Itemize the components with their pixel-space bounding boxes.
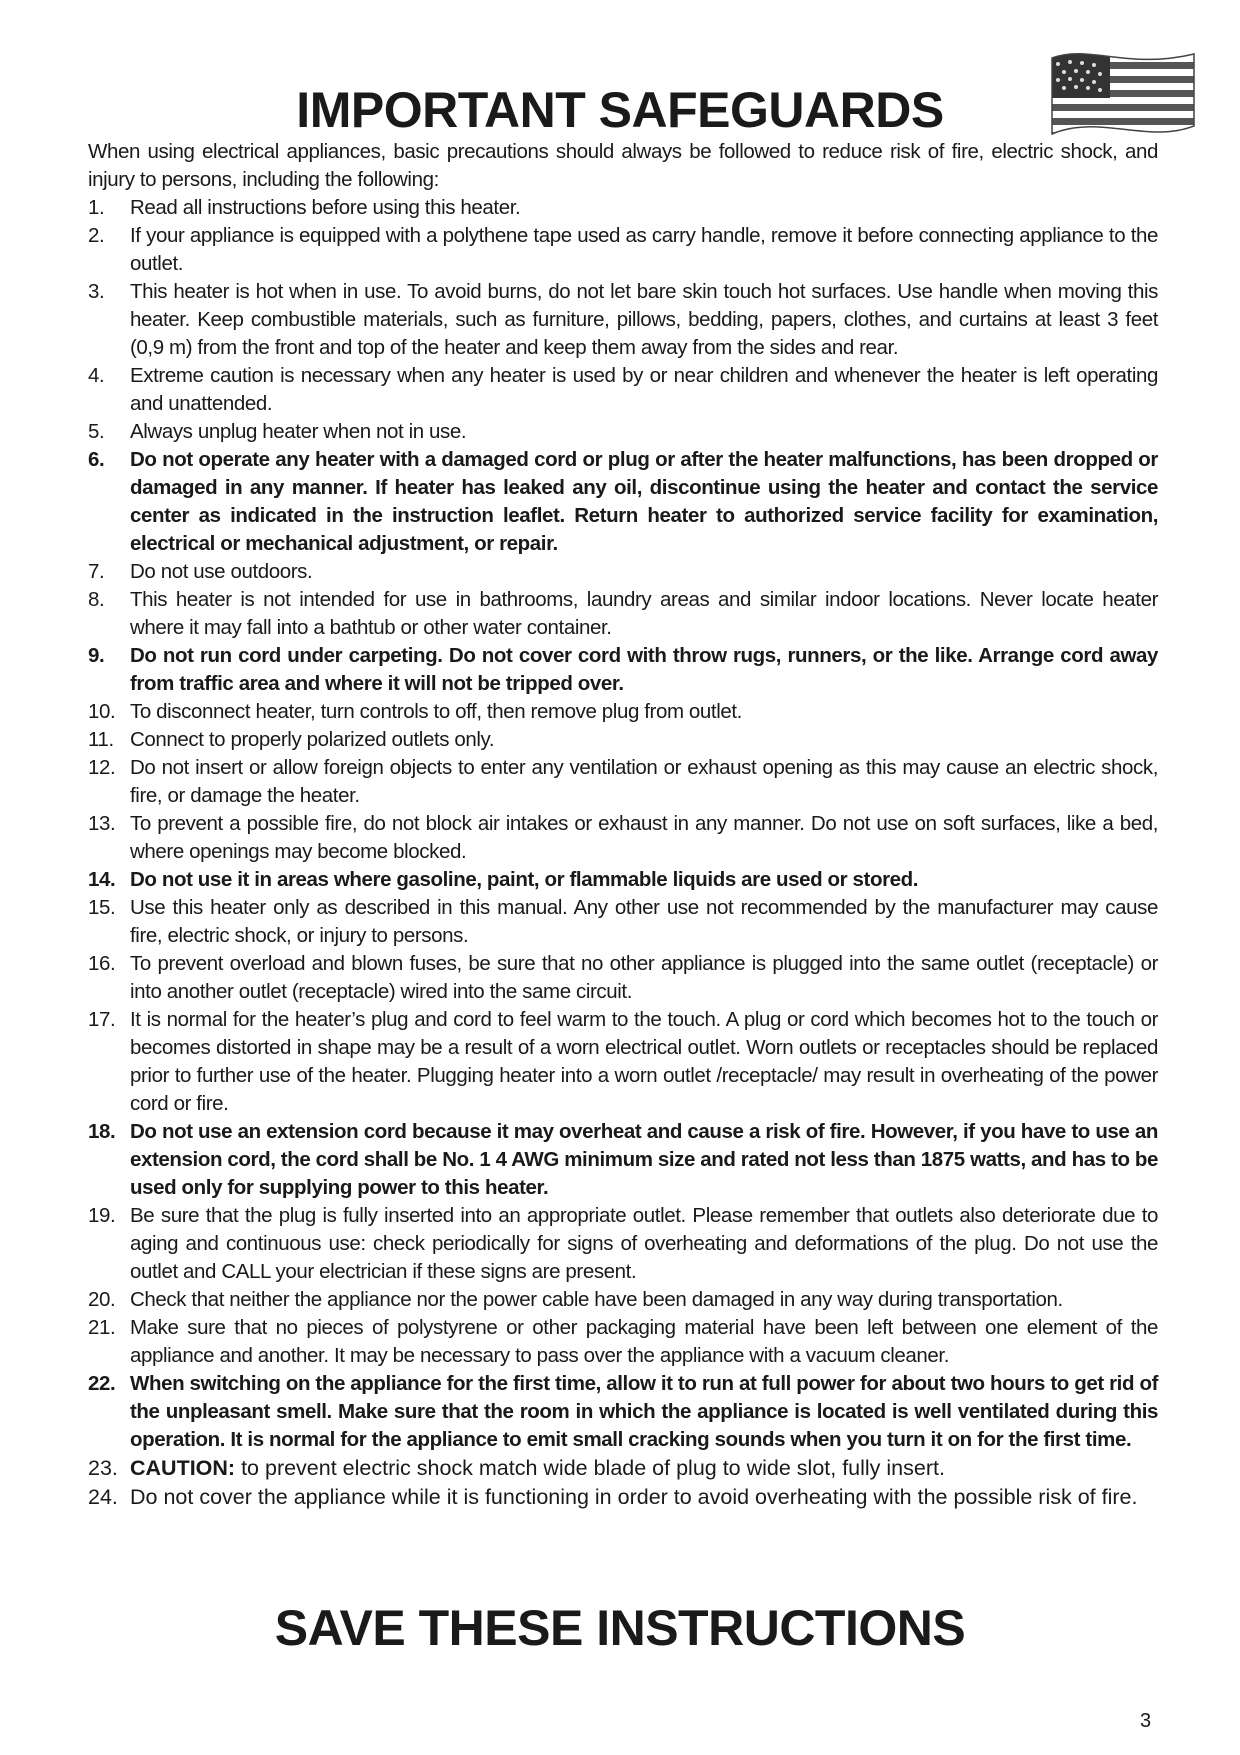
item-text: When switching on the appliance for the first time, allow it to run at full power for about two hours to get rid of the unpleasant smell. Make sure that the room in which the appliance is located is well ventilated during this operation. It is normal for the appliance to emit small cracking sounds when you turn it on for the first time. xyxy=(130,1372,1158,1451)
list-item xyxy=(88,726,1158,754)
item-text: Make sure that no pieces of polystyrene or other packaging material have been left between one element of the appliance and another. It may be necessary to pass over the appliance with a vacuum cleaner. xyxy=(130,1316,1158,1367)
item-text: Do not use an extension cord because it may overheat and cause a risk of fire. However, if you have to use an extension cord, the cord shall be No. 1 4 AWG minimum size and rated not less than 1875 watts, and has to be used only for supplying power to this heater. xyxy=(130,1120,1158,1199)
list-item xyxy=(88,642,1158,698)
item-number: 13. xyxy=(88,812,116,835)
item-text: Do not run cord under carpeting. Do not cover cord with throw rugs, runners, or the like. Arrange cord away from traffic area and where it will not be tripped over. xyxy=(130,644,1158,695)
list-item xyxy=(88,810,1158,866)
list-item xyxy=(88,586,1158,642)
list-item xyxy=(88,754,1158,810)
list-item xyxy=(88,1370,1158,1454)
item-text: Extreme caution is necessary when any heater is used by or near children and whenever the heater is left operating and unattended. xyxy=(130,364,1158,415)
safeguards-content xyxy=(88,138,1158,1512)
item-number: 11. xyxy=(88,728,114,751)
item-number: 1. xyxy=(88,196,105,219)
item-number: 12. xyxy=(88,756,116,779)
list-item xyxy=(88,558,1158,586)
item-number: 9. xyxy=(88,644,105,667)
item-text: Always unplug heater when not in use. xyxy=(130,420,467,443)
item-number: 2. xyxy=(88,224,105,247)
item-text: Check that neither the appliance nor the power cable have been damaged in any way during transportation. xyxy=(130,1288,1063,1311)
save-instructions-title: SAVE THESE INSTRUCTIONS xyxy=(274,1600,966,1656)
page-number: 3 xyxy=(1140,1710,1152,1732)
item-text: To prevent overload and blown fuses, be sure that no other appliance is plugged into the same outlet (receptacle) or into another outlet (receptacle) wired into the same circuit. xyxy=(130,952,1158,1003)
list-item xyxy=(88,894,1158,950)
list-item xyxy=(88,698,1158,726)
item-text: Connect to properly polarized outlets only. xyxy=(130,728,495,751)
item-text: to prevent electric shock match wide blade of plug to wide slot, fully insert. xyxy=(235,1456,945,1480)
item-number: 6. xyxy=(88,448,105,471)
item-text: Do not use it in areas where gasoline, paint, or flammable liquids are used or stored. xyxy=(130,868,919,891)
caution-label: CAUTION: xyxy=(130,1456,236,1480)
item-number: 8. xyxy=(88,588,105,611)
item-text: Do not insert or allow foreign objects to enter any ventilation or exhaust opening as this may cause an electric shock, fire, or damage the heater. xyxy=(130,756,1158,807)
item-text: It is normal for the heater’s plug and cord to feel warm to the touch. A plug or cord which becomes hot to the touch or becomes distorted in shape may be a result of a worn electrical outlet. Worn outlets or receptacles should be replaced prior to further use of the heater. Plugging heater into a worn outlet /receptacle/ may result in overheating of the power cord or fire. xyxy=(130,1008,1158,1115)
list-item xyxy=(88,950,1158,1006)
item-number: 4. xyxy=(88,364,105,387)
list-item xyxy=(88,446,1158,558)
list-item xyxy=(88,866,1158,894)
item-text: To disconnect heater, turn controls to off, then remove plug from outlet. xyxy=(130,700,742,723)
item-number: 23. xyxy=(88,1456,118,1480)
item-number: 21. xyxy=(88,1316,116,1339)
list-item xyxy=(88,194,1158,222)
item-number: 5. xyxy=(88,420,105,443)
item-text: Read all instructions before using this heater. xyxy=(130,196,521,219)
list-item xyxy=(88,1202,1158,1286)
item-number: 7. xyxy=(88,560,105,583)
item-number: 19. xyxy=(88,1204,116,1227)
item-number: 14. xyxy=(88,868,116,891)
list-item xyxy=(88,1454,1158,1483)
item-number: 22. xyxy=(88,1372,116,1395)
list-item xyxy=(88,1118,1158,1202)
item-number: 16. xyxy=(88,952,116,975)
intro-text: When using electrical appliances, basic precautions should always be followed to reduce risk of fire, electric shock, and injury to persons, including the following: xyxy=(88,140,1158,191)
list-item xyxy=(88,222,1158,278)
list-item xyxy=(88,1483,1158,1512)
page-title: IMPORTANT SAFEGUARDS xyxy=(296,82,944,138)
item-number: 17. xyxy=(88,1008,116,1031)
list-item xyxy=(88,278,1158,362)
list-item xyxy=(88,1286,1158,1314)
list-item xyxy=(88,1314,1158,1370)
list-item xyxy=(88,362,1158,418)
item-text: Do not cover the appliance while it is functioning in order to avoid overheating with the possible risk of fire. xyxy=(130,1485,1138,1509)
list-item xyxy=(88,418,1158,446)
item-number: 24. xyxy=(88,1485,118,1509)
item-text: If your appliance is equipped with a polythene tape used as carry handle, remove it before connecting appliance to the outlet. xyxy=(130,224,1158,275)
item-number: 18. xyxy=(88,1120,116,1143)
item-text: This heater is not intended for use in bathrooms, laundry areas and similar indoor locations. Never locate heater where it may fall into a bathtub or other water container. xyxy=(130,588,1158,639)
item-text: Use this heater only as described in this manual. Any other use not recommended by the manufacturer may cause fire, electric shock, or injury to persons. xyxy=(130,896,1158,947)
item-number: 10. xyxy=(88,700,116,723)
us-flag-icon xyxy=(1048,48,1198,140)
item-text: Do not use outdoors. xyxy=(130,560,313,583)
item-number: 3. xyxy=(88,280,105,303)
item-text: Be sure that the plug is fully inserted into an appropriate outlet. Please remember that outlets also deteriorate due to aging and continuous use: check periodically for signs of overheating and deformations of the plug. Do not use the outlet and CALL your electrician if these signs are present. xyxy=(130,1204,1158,1283)
item-text: Do not operate any heater with a damaged cord or plug or after the heater malfunctions, has been dropped or damaged in any manner. If heater has leaked any oil, discontinue using the heater and contact the service center as indicated in the instruction leaflet. Return heater to authorized service facility for examination, electrical or mechanical adjustment, or repair. xyxy=(130,448,1158,555)
list-item xyxy=(88,1006,1158,1118)
item-number: 20. xyxy=(88,1288,116,1311)
item-number: 15. xyxy=(88,896,116,919)
safeguards-list xyxy=(88,194,1158,1512)
item-text: This heater is hot when in use. To avoid burns, do not let bare skin touch hot surfaces. Use handle when moving this heater. Keep combustible materials, such as furniture, pillows, bedding, papers, clothes, and curtains at least 3 feet (0,9 m) from the front and top of the heater and keep them away from the sides and rear. xyxy=(130,280,1158,359)
item-text: To prevent a possible fire, do not block air intakes or exhaust in any manner. Do not use on soft surfaces, like a bed, where openings may become blocked. xyxy=(130,812,1158,863)
